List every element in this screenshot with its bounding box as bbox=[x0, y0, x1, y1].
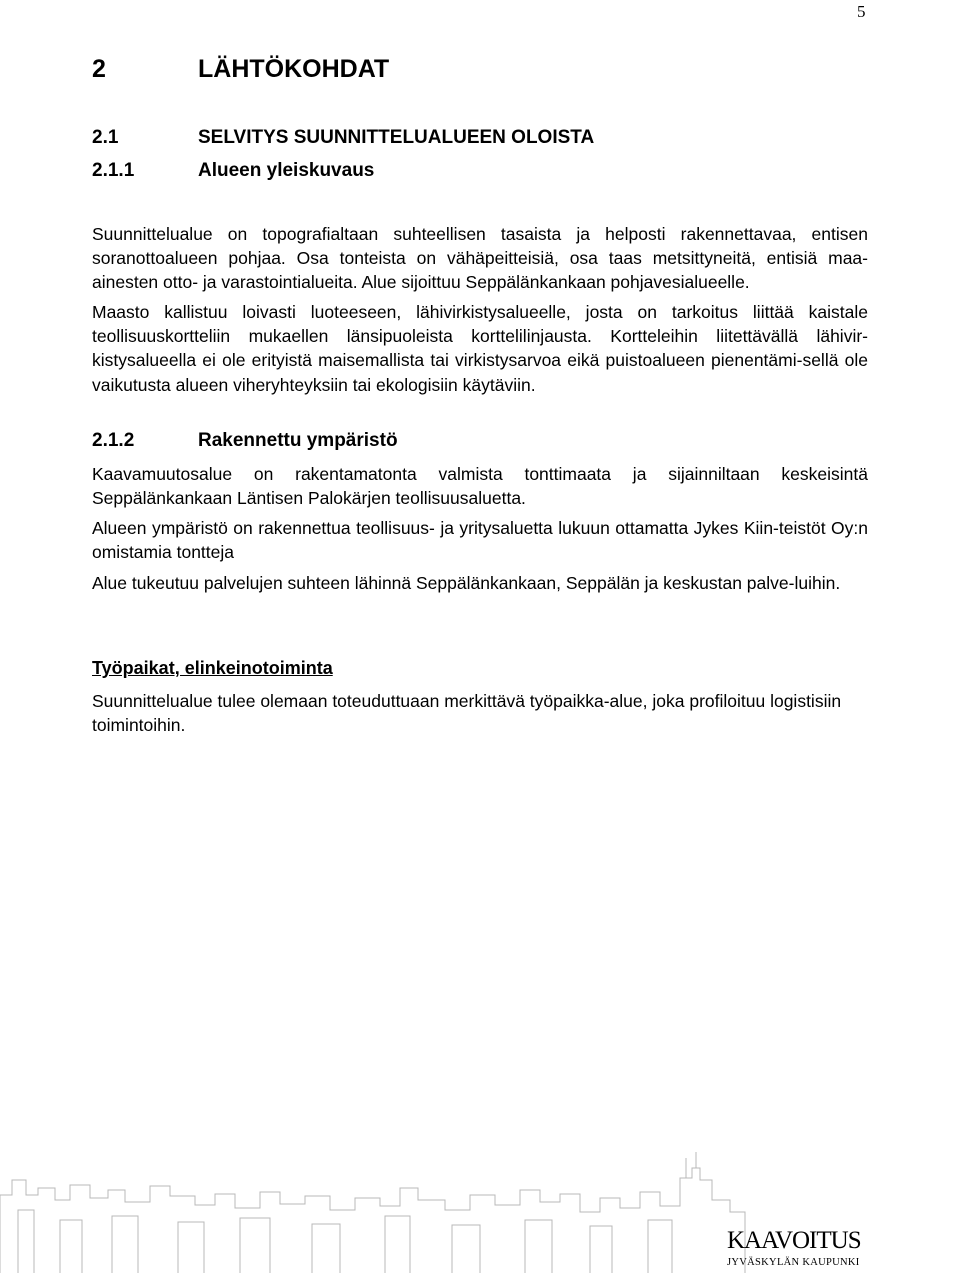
chapter-number: 2 bbox=[92, 55, 106, 83]
paragraph: Alueen ympäristö on rakennettua teollisuus- ja yritysaluetta lukuun ottamatta Jykes Kiin-teistöt Oy:n omistamia tontteja bbox=[92, 518, 868, 563]
paragraph: Suunnittelualue tulee olemaan toteuduttuaan merkittävä työpaikka-alue, joka profiloituu logistisiin toimintoihin. bbox=[92, 691, 842, 736]
section-title: Alueen yleiskuvaus bbox=[198, 160, 375, 181]
paragraph: Suunnittelualue on topografialtaan suhteellisen tasaista ja helposti rakennettavaa, entisen soranottoalueen pohjaa. Osa tonteista on vähäpeitteisiä, osa taas metsittyneitä, entisiä maa-ainesten otto- ja varastointialueita. Alue sijoittuu Seppälänkankaan pohjavesialueelle. bbox=[92, 224, 868, 293]
page-number: 5 bbox=[857, 2, 866, 21]
kaavoitus-logo: KAAVOITUS bbox=[727, 1227, 861, 1254]
kaavoitus-logo-subtitle: JYVÄSKYLÄN KAUPUNKI bbox=[727, 1257, 860, 1268]
paragraph: Kaavamuutosalue on rakentamatonta valmista tonttimaata ja sijainniltaan keskeisintä Seppälänkankaan Läntisen Palokärjen teollisuusaluetta. bbox=[92, 464, 868, 509]
section-heading-2-1-2 bbox=[92, 430, 398, 452]
subheading-tyopaikat: Työpaikat, elinkeinotoiminta bbox=[92, 658, 333, 678]
chapter-title: LÄHTÖKOHDAT bbox=[198, 55, 390, 83]
section-number: 2.1.2 bbox=[92, 430, 135, 451]
section-title: SELVITYS SUUNNITTELUALUEEN OLOISTA bbox=[198, 127, 595, 148]
section-title: Rakennettu ympäristö bbox=[198, 430, 398, 451]
section-number: 2.1 bbox=[92, 127, 119, 148]
section-number: 2.1.1 bbox=[92, 160, 135, 181]
section-heading-2-1-1 bbox=[92, 160, 374, 182]
paragraph: Maasto kallistuu loivasti luoteeseen, lähivirkistysalueelle, josta on tarkoitus liittää kaistale teollisuuskortteliin mukaellen länsipuoleista korttelilinjausta. Kortteleihin liitettävällä lähivir-kistysalueella ei ole erityistä maisemallista tai virkistysarvoa eikä puistoalueen pienentämi-sellä ole vaikutusta alueen viheryhteyksiin tai ekologisiin käytäviin. bbox=[92, 302, 868, 395]
section-heading-2-1 bbox=[92, 127, 594, 149]
skyline-lines bbox=[0, 1152, 745, 1273]
chapter-heading bbox=[92, 55, 389, 84]
paragraph: Alue tukeutuu palvelujen suhteen lähinnä Seppälänkankaan, Seppälän ja keskustan palve-luihin. bbox=[92, 573, 841, 593]
